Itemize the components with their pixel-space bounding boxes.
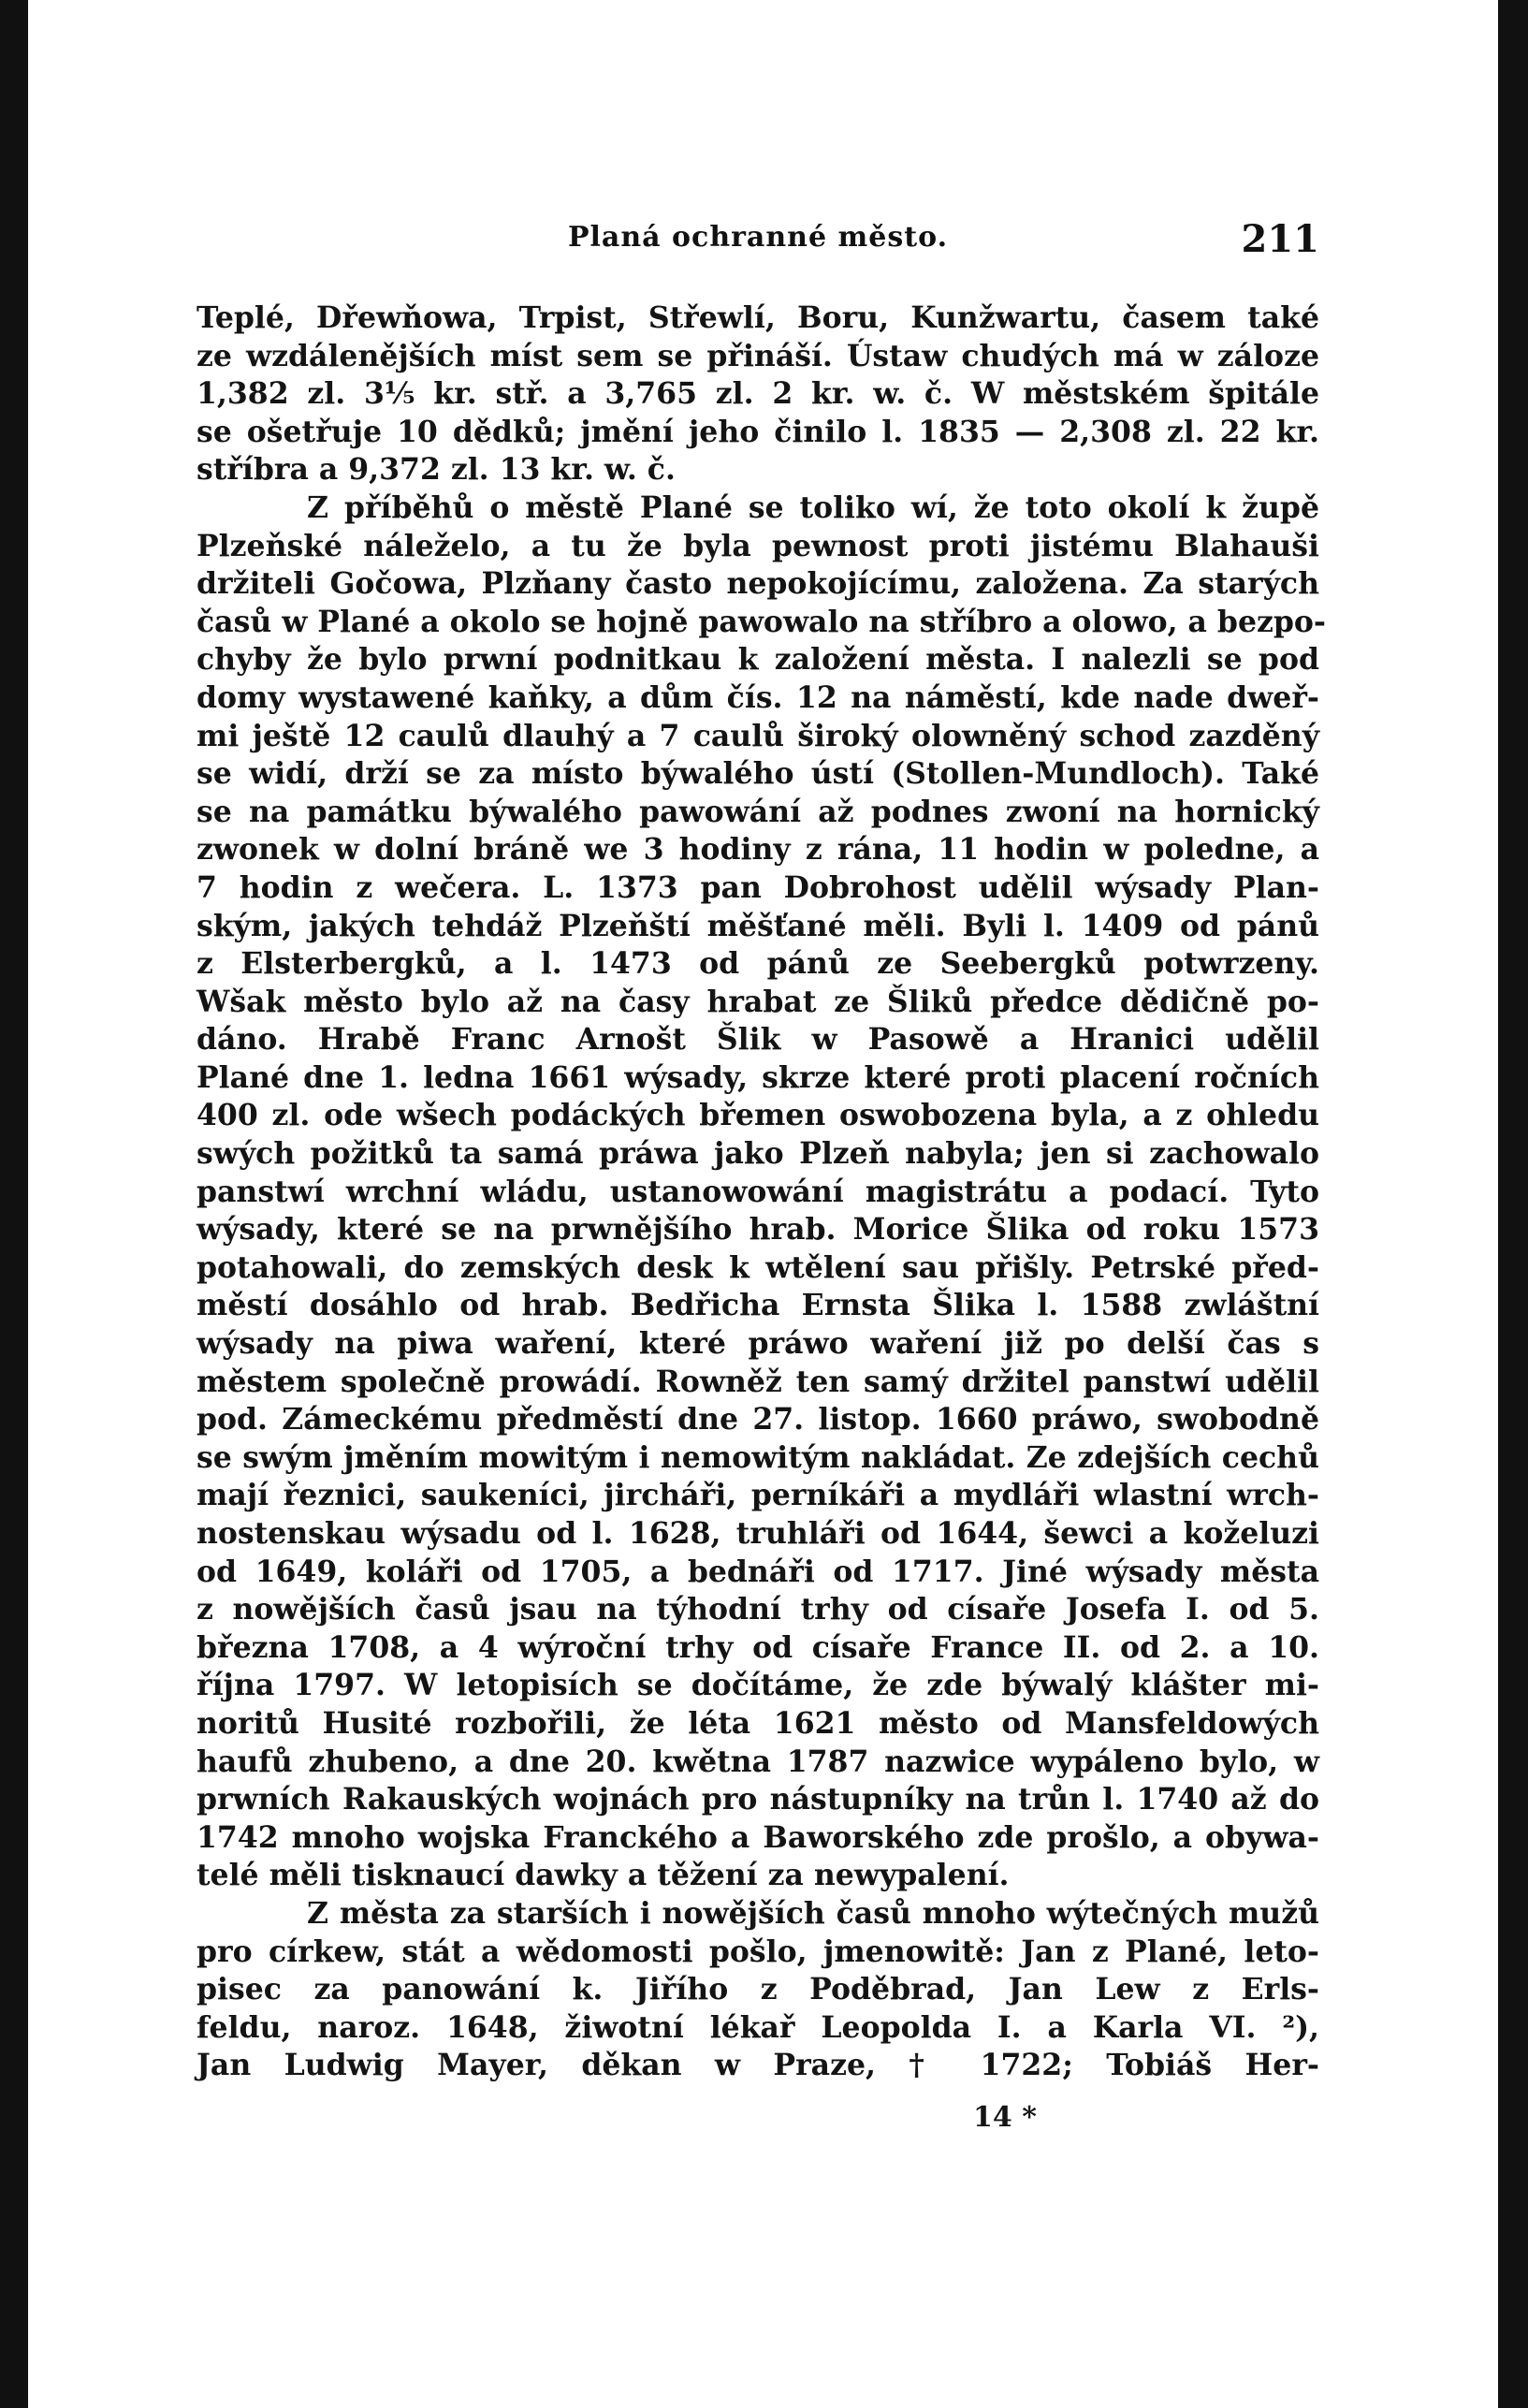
text-line: zwonek w dolní bráně we 3 hodiny z rána, 11 hodin w poledne, a — [196, 832, 1319, 868]
text-line: wýsady na piwa waření, které práwo waření již po delší čas s — [196, 1326, 1319, 1362]
text-line: 1742 mnoho wojska Franckého a Baworského zde prošlo, a obywa- — [196, 1819, 1319, 1855]
text-line: feldu, naroz. 1648, žiwotní lékař Leopolda I. a Karla VI. ²), — [196, 2009, 1319, 2045]
text-line: 7 hodin z wečera. L. 1373 pan Dobrohost udělil wýsady Plan- — [196, 869, 1319, 905]
text-line: z Elsterbergků, a l. 1473 od pánů ze Seebergků potwrzeny. — [196, 946, 1319, 982]
running-header — [196, 217, 1319, 277]
scan-right-border — [1498, 0, 1528, 2408]
text-line: pisec za panowání k. Jiřího z Poděbrad, Jan Lew z Erls- — [196, 1972, 1319, 2007]
text-line: panstwí wrchní wládu, ustanowowání magistrátu a podací. Tyto — [196, 1174, 1319, 1209]
text-line: swých požitků ta samá práwa jako Plzeň nabyla; jen si zachowalo — [196, 1136, 1319, 1172]
text-line: telé měli tisknaucí dawky a těžení za newypalení. — [196, 1858, 1010, 1893]
text-line: Plzeňské náleželo, a tu že byla pewnost proti jistému Blahauši — [196, 528, 1319, 563]
page-number: 211 — [1241, 217, 1319, 261]
text-line: Wšak město bylo až na časy hrabat ze Šliků předce dědičně po- — [196, 984, 1319, 1019]
text-line: mají řeznici, saukeníci, jircháři, perníkáři a mydláři wlastní wrch- — [196, 1478, 1319, 1513]
text-line: domy wystawené kaňky, a dům čís. 12 na náměstí, kde nade dweř- — [196, 679, 1319, 715]
text-line: od 1649, koláři od 1705, a bednáři od 1717. Jiné wýsady města — [196, 1554, 1319, 1589]
text-line: noritů Husité rozbořili, že léta 1621 město od Mansfeldowých — [196, 1705, 1319, 1741]
text-line: pod. Zámeckému předměstí dne 27. listop. 1660 práwo, swobodně — [196, 1402, 1319, 1438]
text-line: z nowějších časů jsau na týhodní trhy od císaře Josefa I. od 5. — [196, 1592, 1319, 1627]
text-line: dáno. Hrabě Franc Arnošt Šlik w Pasowě a Hranici udělil — [196, 1022, 1319, 1058]
text-line: potahowali, do zemských desk k wtělení sau přišly. Petrské před- — [196, 1249, 1319, 1285]
text-line: ze wzdálenějších míst sem se přináší. Ústaw chudých má w záloze — [196, 338, 1319, 373]
text-line: 1,382 zl. 3⅕ kr. stř. a 3,765 zl. 2 kr. w. č. W městském špitále — [196, 376, 1319, 412]
text-line: mi ještě 12 caulů dlauhý a 7 caulů široký olowněný schod zazděný — [196, 718, 1319, 753]
text-line: wýsady, které se na prwnějšího hrab. Morice Šlika od roku 1573 — [196, 1212, 1319, 1248]
text-line: držiteli Gočowa, Plzňany často nepokojícímu, založena. Za starých — [196, 566, 1319, 602]
text-line: se widí, drží se za místo býwalého ústí (Stollen-Mundloch). Také — [196, 756, 1319, 792]
text-line: chyby že bylo prwní podnitkau k založení města. I nalezli se pod — [196, 642, 1319, 678]
text-line: října 1797. W letopisích se dočítáme, že zde býwalý klášter mi- — [196, 1668, 1319, 1703]
text-line: Z města za starších i nowějších časů mnoho wýtečných mužů — [307, 1895, 1319, 1931]
text-line: prwních Rakauských wojnách pro nástupníky na trůn l. 1740 až do — [196, 1782, 1319, 1817]
text-line: městem společně prowádí. Rowněž ten samý držitel panstwí udělil — [196, 1364, 1319, 1399]
text-line: haufů zhubeno, a dne 20. kwětna 1787 nazwice wypáleno bylo, w — [196, 1744, 1319, 1779]
text-line: časů w Plané a okolo se hojně pawowalo na stříbro a olowo, a bezpo- — [196, 604, 1326, 639]
text-line: Z příběhů o městě Plané se toliko wí, že toto okolí k župě — [307, 489, 1319, 525]
signature-mark: 14 * — [973, 2101, 1037, 2134]
text-line: března 1708, a 4 wýroční trhy od císaře France II. od 2. a 10. — [196, 1629, 1319, 1665]
body-text — [196, 299, 1326, 2085]
text-line: Teplé, Dřewňowa, Trpist, Střewlí, Boru, Kunžwartu, časem také — [196, 300, 1319, 335]
text-line: se na památku býwalého pawowání až podnes zwoní na hornický — [196, 794, 1319, 829]
text-line: stříbra a 9,372 zl. 13 kr. w. č. — [196, 452, 676, 488]
text-line: městí dosáhlo od hrab. Bedřicha Ernsta Šlika l. 1588 zwláštní — [196, 1288, 1319, 1323]
text-line: Jan Ludwig Mayer, děkan w Praze, † 1722; Tobiáš Her- — [196, 2048, 1319, 2083]
text-line: 400 zl. ode wšech podáckých břemen oswobozena byla, a z ohledu — [196, 1098, 1319, 1133]
scan-left-border — [0, 0, 28, 2408]
text-line: pro církew, stát a wědomosti pošlo, jmenowitě: Jan z Plané, leto- — [196, 1934, 1319, 1969]
text-line: Plané dne 1. ledna 1661 wýsady, skrze které proti placení ročních — [196, 1059, 1319, 1095]
text-line: nostenskau wýsadu od l. 1628, truhláři od 1644, šewci a koželuzi — [196, 1516, 1319, 1551]
running-title: Planá ochranné město. — [567, 221, 949, 254]
text-line: se ošetřuje 10 dědků; jmění jeho činilo l. 1835 — 2,308 zl. 22 kr. — [196, 414, 1319, 449]
text-line: se swým jměním mowitým i nemowitým nakládat. Ze zdejších cechů — [196, 1439, 1319, 1475]
text-line: ským, jakých tehdáž Plzeňští měšťané měli. Byli l. 1409 od pánů — [196, 908, 1319, 943]
